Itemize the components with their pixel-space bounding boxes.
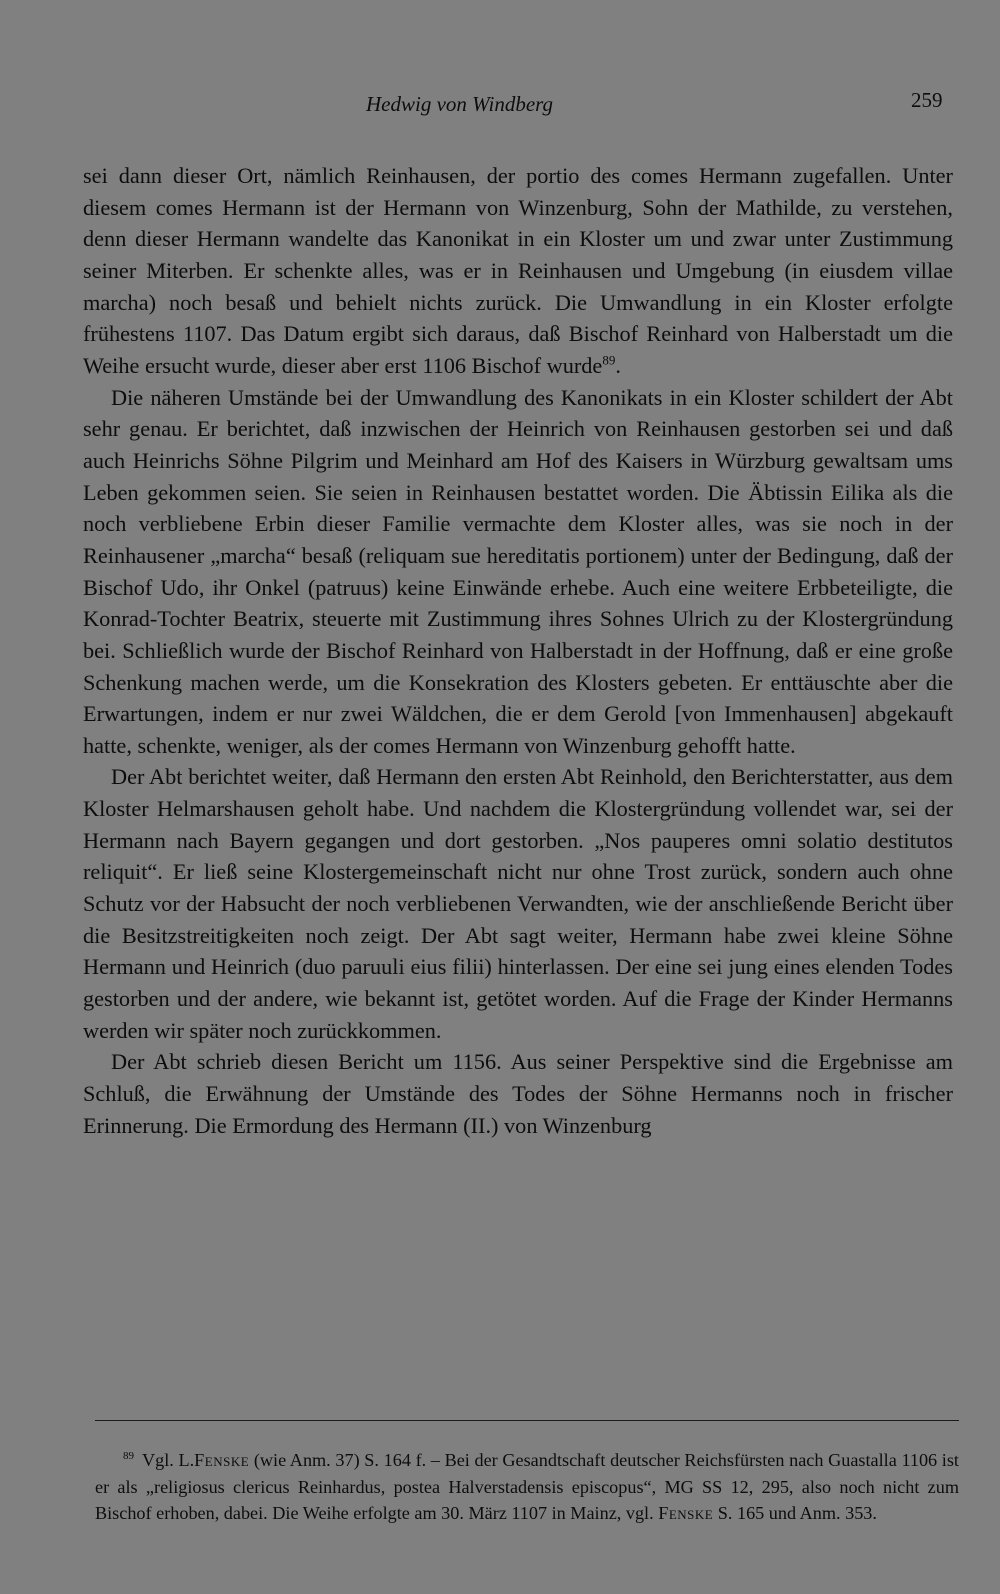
- paragraph-4: Der Abt schrieb diesen Bericht um 1156. Aus seiner Perspektive sind die Ergebnisse am Schluß, die Erwähnung der Umstände des Todes der Söhne Hermanns noch in frischer Erinnerung. Die Ermordung des Hermann (II.) von Winzenburg: [83, 1049, 953, 1138]
- footnote-89: [95, 1447, 959, 1527]
- paragraph-2: Die näheren Umstände bei der Umwandlung des Kanonikats in ein Kloster schildert der Abt sehr genau. Er berichtet, daß inzwischen der Heinrich von Reinhausen gestorben sei und daß auch Heinrichs Söhne Pilgrim und Meinhard am Hof des Kaisers in Würzburg gewaltsam ums Leben gekommen seien. Sie seien in Reinhausen bestattet worden. Die Äbtissin Eilika als die noch verbliebene Erbin dieser Familie vermachte dem Kloster alles, was sie noch in der Reinhausener „marcha“ besaß (reliquam sue hereditatis portionem) unter der Bedingung, daß der Bischof Udo, ihr Onkel (patruus) keine Einwände erhebe. Auch eine weitere Erbbeteiligte, die Konrad-Tochter Beatrix, steuerte mit Zustimmung ihres Sohnes Ulrich zu der Klostergründung bei. Schließlich wurde der Bischof Reinhard von Halberstadt in der Hoffnung, daß er eine große Schenkung machen werde, um die Konsekration des Klosters gebeten. Er enttäuschte aber die Erwartungen, indem er nur zwei Wäldchen, die er dem Gerold [von Immenhausen] abgekauft hatte, schenkte, weniger, als der comes Hermann von Winzenburg gehofft hatte.: [83, 384, 953, 758]
- page-number: 259: [911, 88, 943, 112]
- footnote-text-1: Vgl. L.: [142, 1450, 195, 1470]
- running-head-title: Hedwig von Windberg: [366, 92, 554, 116]
- paragraph-1-text: sei dann dieser Ort, nämlich Reinhausen, der portio des comes Hermann zugefallen. Unter diesem comes Hermann ist der Hermann von Winzenburg, Sohn der Mathilde, zu verstehen, denn dieser Hermann wandelte das Kanonikat in ein Kloster um und zwar unter Zustimmung seiner Miterben. Er schenkte alles, was er in Reinhausen und Umgebung (in eiusdem villae marcha) noch besaß und behielt nichts zurück. Die Umwandlung in ein Kloster erfolgte frühestens 1107. Das Datum ergibt sich daraus, daß Bischof Reinhard von Halberstadt um die Weihe ersucht wurde, dieser aber erst 1106 Bischof wurde: [83, 163, 953, 378]
- running-head: [0, 88, 1000, 122]
- paragraph-3: Der Abt berichtet weiter, daß Hermann den ersten Abt Reinhold, den Berichterstatter, aus dem Kloster Helmarshausen geholt habe. Und nachdem die Klostergründung vollendet war, sei der Hermann nach Bayern gegangen und dort gestorben. „Nos pauperes omni solatio destitutos reliquit“. Er ließ seine Klostergemeinschaft nicht nur ohne Trost zurück, sondern auch ohne Schutz vor der Habsucht der noch verbliebenen Verwandten, wie der anschließende Bericht über die Besitzstreitigkeiten noch zeigt. Der Abt sagt weiter, Hermann habe zwei kleine Söhne Hermann und Heinrich (duo paruuli eius filii) hinterlassen. Der eine sei jung eines elenden Todes gestorben und der andere, wie bekannt ist, getötet worden. Auf die Frage der Kinder Hermanns werden wir später noch zurückkommen.: [83, 764, 953, 1043]
- footnote-author-2: Fenske: [658, 1503, 714, 1523]
- body-text: [83, 160, 953, 1141]
- footnote-ref-89: 89: [602, 352, 616, 368]
- paragraph-1-end: .: [615, 352, 621, 378]
- footnote-text-2: (wie Anm. 37) S. 164 f. – Bei der Gesandtschaft deutscher Reichsfürsten nach Guastalla 1106 ist er als „religiosus clericus Reinhardus, postea Halverstadensis episcopus“, MG SS 12, 295, also noch nicht zum Bischof erhoben, dabei. Die Weihe erfolgte am 30. März 1107 in Mainz, vgl.: [95, 1450, 959, 1523]
- paragraph-1: [83, 160, 953, 382]
- footnote-author-1: Fenske: [194, 1450, 250, 1470]
- footnote-text-3: S. 165 und Anm. 353.: [713, 1503, 877, 1523]
- footnote-marker: 89: [123, 1449, 134, 1462]
- footnote-divider: [95, 1420, 959, 1421]
